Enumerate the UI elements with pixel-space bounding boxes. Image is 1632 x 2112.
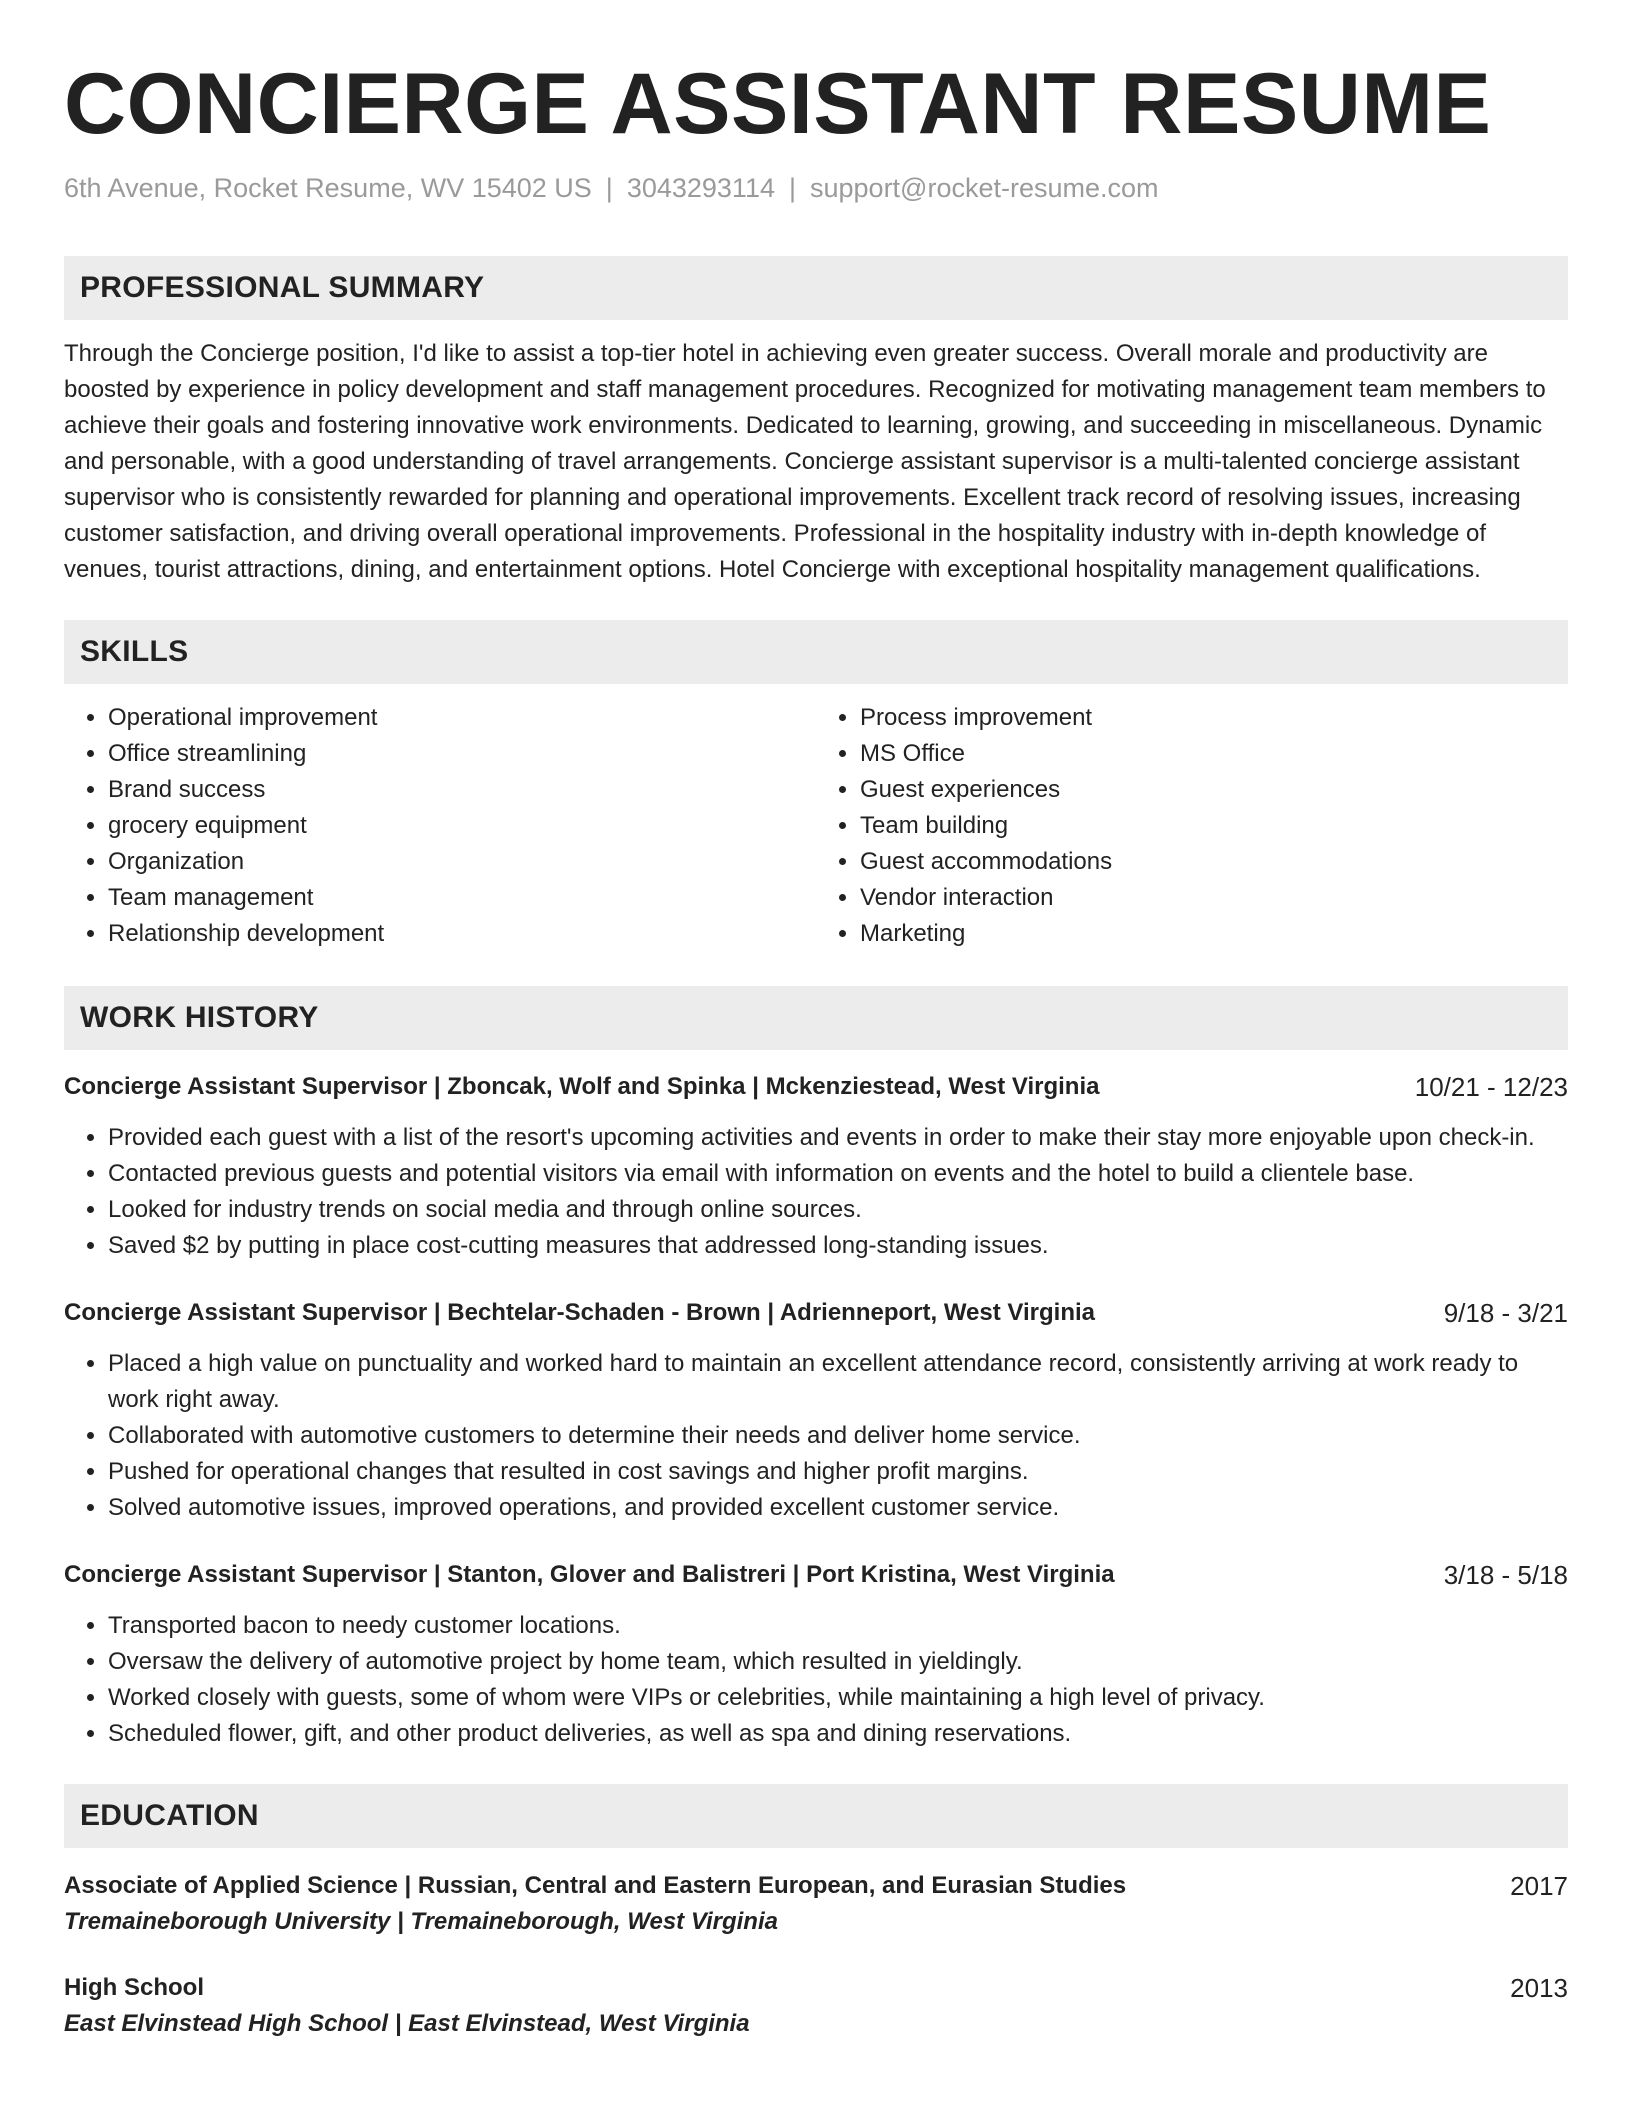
summary-heading: PROFESSIONAL SUMMARY (64, 256, 1568, 320)
education-school: East Elvinstead High School | East Elvinstead, West Virginia (64, 2010, 750, 2037)
contact-address: 6th Avenue, Rocket Resume, WV 15402 US (64, 173, 592, 203)
skills-list (64, 700, 1568, 952)
skill-item: • grocery equipment (108, 808, 816, 844)
education-degree: Associate of Applied Science | Russian, Central and Eastern European, and Eurasian Studies (64, 1872, 1127, 1899)
skill-item: • Process improvement (860, 700, 1568, 736)
job-bullet: • Pushed for operational changes that resulted in cost savings and higher profit margins. (108, 1454, 1568, 1490)
job-bullets (64, 1608, 1568, 1752)
job-dates: 9/18 - 3/21 (1443, 1298, 1568, 1328)
skill-item: • Operational improvement (108, 700, 816, 736)
job-entry (64, 1558, 1568, 1752)
education-heading: EDUCATION (64, 1784, 1568, 1848)
job-header (64, 1558, 1568, 1592)
education-header (64, 1868, 1568, 1904)
contact-separator: | (605, 173, 613, 203)
job-bullet: • Contacted previous guests and potential visitors via email with information on events and the hotel to build a clientele base. (108, 1156, 1568, 1192)
resume-title: CONCIERGE ASSISTANT RESUME (64, 56, 1492, 152)
skill-item: • Team building (860, 808, 1568, 844)
job-bullet: • Placed a high value on punctuality and worked hard to maintain an excellent attendance record, consistently arriving at work ready to work right away. (108, 1346, 1568, 1418)
job-bullets (64, 1346, 1568, 1526)
skill-item: • Guest experiences (860, 772, 1568, 808)
job-title: Concierge Assistant Supervisor | Stanton, Glover and Balistreri | Port Kristina, West Virginia (64, 1561, 1115, 1588)
skills-column-right (816, 700, 1568, 952)
education-entry (64, 1868, 1568, 1940)
job-bullet: • Collaborated with automotive customers to determine their needs and deliver home service. (108, 1418, 1568, 1454)
skill-item: • MS Office (860, 736, 1568, 772)
skill-item: • Office streamlining (108, 736, 816, 772)
job-bullet: • Scheduled flower, gift, and other product deliveries, as well as spa and dining reservations. (108, 1716, 1568, 1752)
job-bullet: • Oversaw the delivery of automotive project by home team, which resulted in yieldingly. (108, 1644, 1568, 1680)
job-bullet: • Transported bacon to needy customer locations. (108, 1608, 1568, 1644)
education-school: Tremaineborough University | Tremaineborough, West Virginia (64, 1908, 778, 1935)
education-year: 2017 (1510, 1871, 1568, 1901)
job-dates: 10/21 - 12/23 (1414, 1072, 1568, 1102)
education-degree: High School (64, 1974, 204, 2001)
contact-phone: 3043293114 (626, 173, 775, 203)
skill-item: • Marketing (860, 916, 1568, 952)
job-bullet: • Solved automotive issues, improved operations, and provided excellent customer service. (108, 1490, 1568, 1526)
skill-item: • Guest accommodations (860, 844, 1568, 880)
education-entry (64, 1970, 1568, 2042)
contact-email: support@rocket-resume.com (810, 173, 1159, 203)
skill-item: • Organization (108, 844, 816, 880)
job-title: Concierge Assistant Supervisor | Zboncak, Wolf and Spinka | Mckenziestead, West Virginia (64, 1073, 1100, 1100)
skill-item: • Brand success (108, 772, 816, 808)
job-bullet: • Provided each guest with a list of the resort's upcoming activities and events in order to make their stay more enjoyable upon check-in. (108, 1120, 1568, 1156)
job-entry (64, 1296, 1568, 1526)
skill-item: • Vendor interaction (860, 880, 1568, 916)
skills-heading: SKILLS (64, 620, 1568, 684)
job-bullets (64, 1120, 1568, 1264)
job-header (64, 1070, 1568, 1104)
skills-column-left (64, 700, 816, 952)
job-bullet: • Worked closely with guests, some of whom were VIPs or celebrities, while maintaining a high level of privacy. (108, 1680, 1568, 1716)
summary-text: Through the Concierge position, I'd like to assist a top-tier hotel in achieving even greater success. Overall morale and productivity are boosted by experience in policy development and staff management procedures. Recognized for motivating management team members to achieve their goals and fostering innovative work environments. Dedicated to learning, growing, and succeeding in miscellaneous. Dynamic and personable, with a good understanding of travel arrangements. Concierge assistant supervisor is a multi-talented concierge assistant supervisor who is consistently rewarded for planning and operational improvements. Excellent track record of resolving issues, increasing customer satisfaction, and driving overall operational improvements. Professional in the hospitality industry with in-depth knowledge of venues, tourist attractions, dining, and entertainment options. Hotel Concierge with exceptional hospitality management qualifications. (64, 340, 1546, 583)
job-title: Concierge Assistant Supervisor | Bechtelar-Schaden - Brown | Adrienneport, West Virginia (64, 1299, 1095, 1326)
work-history-heading: WORK HISTORY (64, 986, 1568, 1050)
job-entry (64, 1070, 1568, 1264)
job-bullet: • Looked for industry trends on social media and through online sources. (108, 1192, 1568, 1228)
job-header (64, 1296, 1568, 1330)
skill-item: • Relationship development (108, 916, 816, 952)
contact-line (64, 170, 1568, 206)
education-year: 2013 (1510, 1973, 1568, 2003)
education-header (64, 1970, 1568, 2006)
job-bullet: • Saved $2 by putting in place cost-cutting measures that addressed long-standing issues. (108, 1228, 1568, 1264)
contact-separator: | (788, 173, 796, 203)
skill-item: • Team management (108, 880, 816, 916)
job-dates: 3/18 - 5/18 (1443, 1560, 1568, 1590)
